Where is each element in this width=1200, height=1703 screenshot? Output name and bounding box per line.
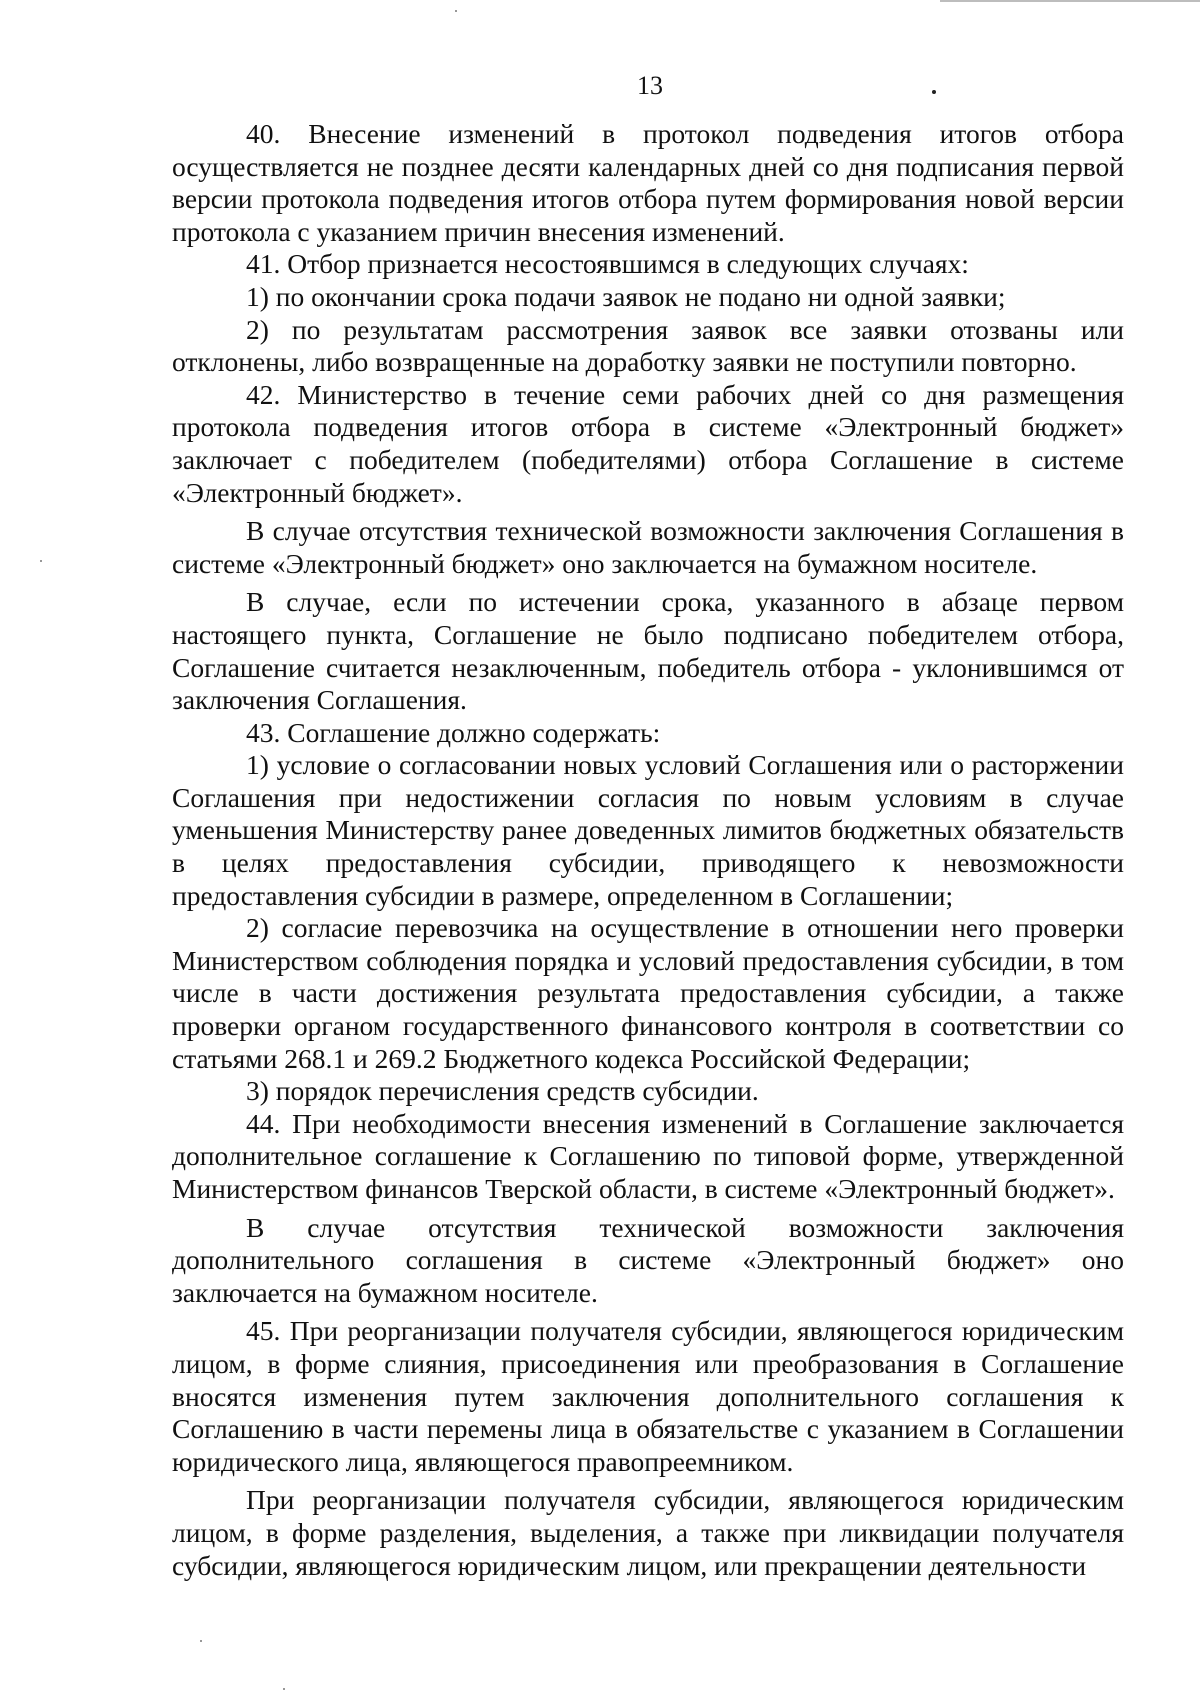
page-number: 13	[637, 71, 663, 100]
paragraph-42-part-3: В случае, если по истечении срока, указанного в абзаце первом настоящего пункта, Соглашение не было подписано победителем отбора, Соглашение считается незаключенным, победитель отбора - уклонившимся от заключения Соглашения.	[172, 586, 1124, 716]
paragraph-45: 45. При реорганизации получателя субсидии, являющегося юридическим лицом, в форме слияния, присоединения или преобразования в Соглашение вносятся изменения путем заключения дополнительного соглашения к Соглашению в части перемены лица в обязательстве с указанием в Соглашении юридического лица, являющегося правопреемником.	[172, 1315, 1124, 1477]
paragraph-44-part-2: В случае отсутствия технической возможности заключения дополнительного соглашения в системе «Электронный бюджет» оно заключается на бумажном носителе.	[172, 1211, 1124, 1308]
paragraph-43-item-1: 1) условие о согласовании новых условий Соглашения или о расторжении Соглашения при недостижении согласия по новым условиям в случае уменьшения Министерству ранее доведенных лимитов бюджетных обязательств в целях предоставления субсидии, приводящего к невозможности предоставления субсидии в размере, определенном в Соглашении;	[172, 749, 1124, 911]
scan-dot	[932, 90, 936, 94]
scan-speck	[40, 560, 42, 562]
paragraph-41-item-2: 2) по результатам рассмотрения заявок все заявки отозваны или отклонены, либо возвращенные на доработку заявки не поступили повторно.	[172, 313, 1124, 378]
scan-speck	[455, 10, 457, 12]
paragraph-44: 44. При необходимости внесения изменений в Соглашение заключается дополнительное соглашение к Соглашению по типовой форме, утвержденной Министерством финансов Тверской области, в системе «Электронный бюджет».	[172, 1107, 1124, 1204]
paragraph-45-part-2: При реорганизации получателя субсидии, являющегося юридическим лицом, в форме разделения, выделения, а также при ликвидации получателя субсидии, являющегося юридическим лицом, или прекращении деятельности	[172, 1484, 1124, 1581]
paragraph-41: 41. Отбор признается несостоявшимся в следующих случаях:	[246, 248, 969, 280]
scan-speck	[283, 1688, 285, 1690]
paragraph-41-item-1: 1) по окончании срока подачи заявок не подано ни одной заявки;	[246, 280, 1006, 312]
paragraph-43-item-3: 3) порядок перечисления средств субсидии.	[246, 1075, 759, 1107]
scan-speck	[200, 1640, 202, 1642]
scan-edge-line	[940, 0, 1200, 2]
paragraph-42: 42. Министерство в течение семи рабочих дней со дня размещения протокола подведения итогов отбора в системе «Электронный бюджет» заключает с победителем (победителями) отбора Соглашение в системе «Электронный бюджет».	[172, 378, 1124, 508]
document-body	[172, 118, 1124, 1582]
paragraph-43-item-2: 2) согласие перевозчика на осуществление в отношении него проверки Министерством соблюдения порядка и условий предоставления субсидии, в том числе в части достижения результата предоставления субсидии, а также проверки органом государственного финансового контроля в соответствии со статьями 268.1 и 269.2 Бюджетного кодекса Российской Федерации;	[172, 912, 1124, 1074]
paragraph-43: 43. Соглашение должно содержать:	[246, 716, 661, 748]
paragraph-40: 40. Внесение изменений в протокол подведения итогов отбора осуществляется не позднее десяти календарных дней со дня подписания первой версии протокола подведения итогов отбора путем формирования новой версии протокола с указанием причин внесения изменений.	[172, 118, 1124, 247]
paragraph-42-part-2: В случае отсутствия технической возможности заключения Соглашения в системе «Электронный бюджет» оно заключается на бумажном носителе.	[172, 515, 1124, 579]
